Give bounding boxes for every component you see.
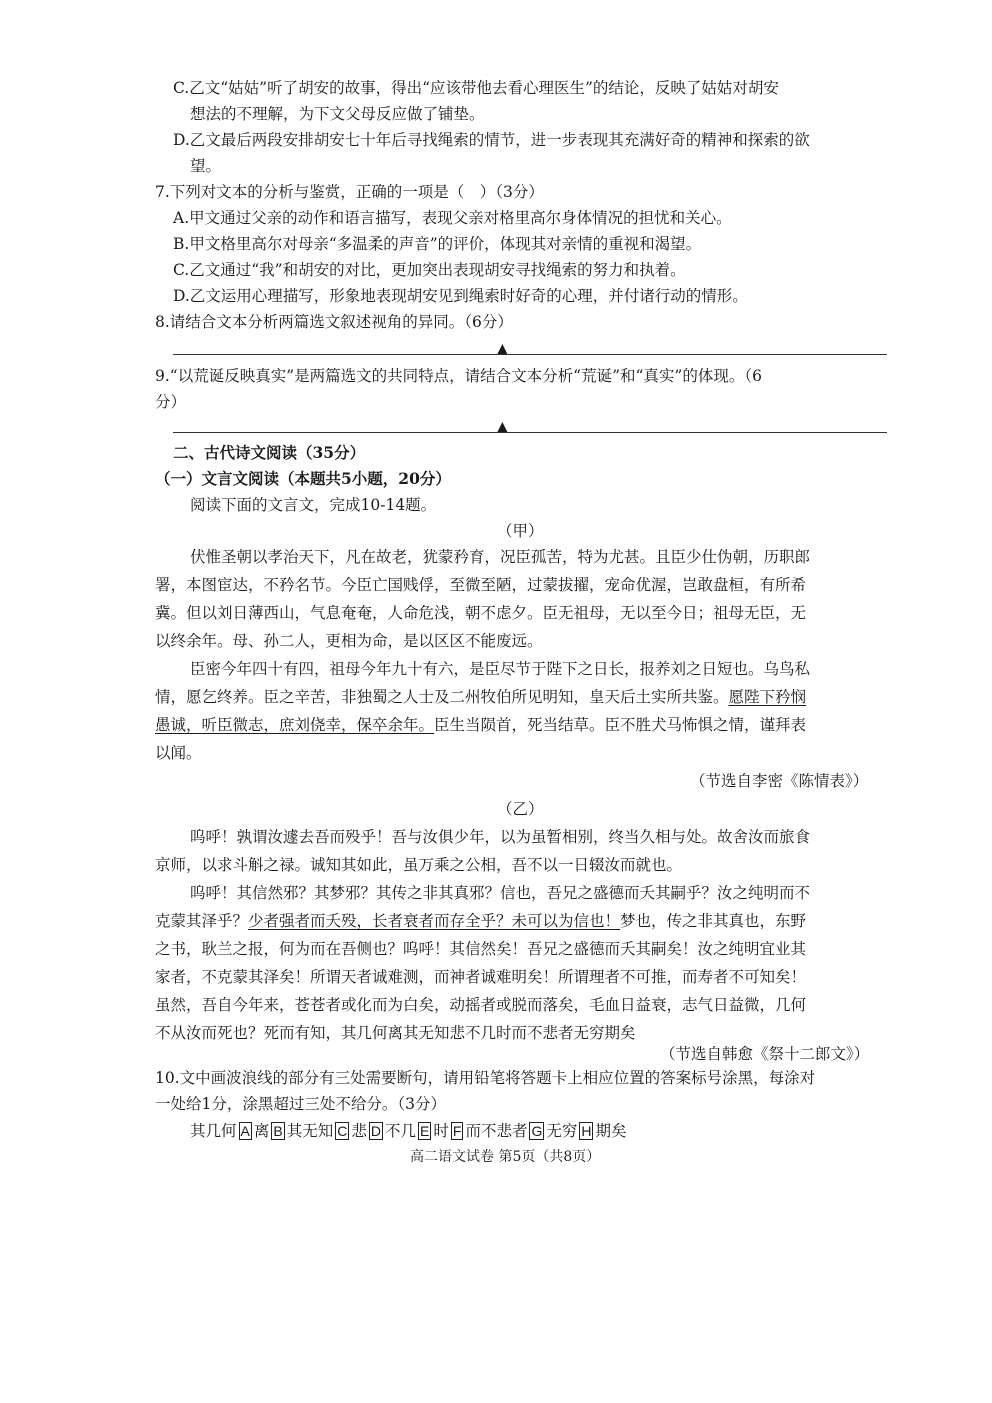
q10-segmentation-row: [190, 1121, 627, 1141]
underlined-sentence: 少者强者而夭殁，长者衰者而存全乎？未可以为信也！: [248, 912, 621, 930]
q10-stem-line1: 10.文中画波浪线的部分有三处需要断句，请用铅笔将答题卡上相应位置的答案标号涂黑，每涂对: [155, 1069, 816, 1087]
q9-stem-line2: 分）: [155, 393, 187, 411]
passage-source: （节选自韩愈《祭十二郎文》）: [660, 1045, 870, 1063]
answer-box-d[interactable]: D: [370, 1123, 381, 1139]
answer-box-f[interactable]: F: [452, 1123, 462, 1139]
passage-source: （节选自李密《陈情表》）: [690, 772, 869, 790]
segment-text: 不几: [385, 1122, 417, 1140]
passage-line: [155, 687, 806, 707]
answer-box-e[interactable]: E: [420, 1123, 430, 1139]
segment-text: 时: [433, 1122, 449, 1140]
segment-text: 期矣: [595, 1122, 627, 1140]
passage-jia-label: （甲）: [497, 522, 544, 540]
passage-line: 署，本图宦达，不矜名节。今臣亡国贱俘，至微至陋，过蒙拔擢，宠命优渥，岂敢盘桓，有所希: [155, 576, 807, 594]
answer-box-h[interactable]: H: [581, 1123, 592, 1139]
passage-line: 以闻。: [155, 744, 202, 762]
answer-line: [173, 354, 887, 355]
passage-line: 之书，耿兰之报，何为而在吾侧也？呜呼！其信然矣！吾兄之盛德而夭其嗣矣！汝之纯明宜业其: [155, 940, 807, 958]
answer-triangle-mark: ▲: [497, 341, 508, 357]
reading-instruction: 阅读下面的文言文，完成10-14题。: [190, 496, 437, 514]
segment-text: 其无知: [286, 1122, 334, 1140]
passage-text: 梦也，传之非其真也，东野: [620, 912, 807, 930]
segment-text: 悲: [351, 1122, 367, 1140]
q10-stem-line2: 一处给1分，涂黑超过三处不给分。（3分）: [155, 1095, 446, 1113]
passage-text: 克蒙其泽乎？: [155, 912, 249, 930]
q7-option-b: B.甲文格里高尔对母亲“多温柔的声音”的评价，体现其对亲情的重视和渴望。: [173, 235, 702, 253]
answer-line: [173, 432, 887, 433]
passage-line: 呜呼！其信然邪？其梦邪？其传之非其真邪？信也，吾兄之盛德而夭其嗣乎？汝之纯明而不: [190, 884, 811, 902]
q7-option-c: C.乙文通过“我”和胡安的对比，更加突出表现胡安寻找绳索的努力和执着。: [173, 261, 686, 279]
q6-option-c-line1: C.乙文“姑姑”听了胡安的故事，得出“应该带他去看心理医生”的结论，反映了姑姑对胡安: [173, 79, 779, 97]
segment-text: 其几何: [190, 1122, 237, 1140]
passage-line: 伏惟圣朝以孝治天下，凡在故老，犹蒙矜育，况臣孤苦，特为尤甚。且臣少仕伪朝，历职郎: [190, 548, 811, 566]
underlined-sentence: 愿陛下矜悯: [728, 688, 807, 706]
passage-line: 以终余年。母、孙二人，更相为命，是以区区不能废远。: [155, 632, 543, 650]
page-footer: 高二语文试卷 第5页（共8页）: [410, 1149, 601, 1165]
answer-box-g[interactable]: G: [531, 1123, 543, 1139]
passage-line: [155, 911, 806, 931]
passage-line: 虽然，吾自今年来，苍苍者或化而为白矣，动摇者或脱而落矣，毛血日益衰，志气日益微，几何: [155, 996, 807, 1014]
q7-option-a: A.甲文通过父亲的动作和语言描写，表现父亲对格里高尔身体情况的担忧和关心。: [173, 209, 732, 227]
passage-line: 家者，不克蒙其泽矣！所谓天者诚难测，而神者诚难明矣！所谓理者不可推，而寿者不可知矣！: [155, 968, 807, 986]
answer-box-b[interactable]: B: [273, 1123, 283, 1139]
q9-stem-line1: 9.“以荒诞反映真实”是两篇选文的共同特点，请结合文本分析“荒诞”和“真实”的体现。（6: [155, 367, 762, 385]
passage-yi-label: （乙）: [497, 800, 544, 818]
segment-text: 无穷: [546, 1122, 578, 1140]
q6-option-d-line2: 望。: [190, 157, 222, 175]
passage-line: [155, 715, 806, 735]
segment-text: 而不悲者: [465, 1122, 528, 1140]
section-title: 二、古代诗文阅读（35分）: [173, 443, 366, 462]
passage-line: 臣密今年四十有四，祖母今年九十有六，是臣尽节于陛下之日长，报养刘之日短也。乌鸟私: [190, 660, 811, 678]
subsection-title: （一）文言文阅读（本题共5小题，20分）: [155, 469, 451, 488]
answer-triangle-mark: ▲: [497, 419, 508, 435]
underlined-sentence: 愚诚，听臣微志，庶刘侥幸，保卒余年。: [155, 716, 435, 734]
q6-option-d-line1: D.乙文最后两段安排胡安七十年后寻找绳索的情节，进一步表现其充满好奇的精神和探索的欲: [173, 131, 810, 149]
passage-text: 情，愿乞终养。臣之辛苦，非独蜀之人士及二州牧伯所见明知，皇天后土实所共鉴。: [155, 688, 729, 706]
answer-box-a[interactable]: A: [240, 1123, 250, 1139]
segment-text: 离: [253, 1122, 270, 1140]
q8-stem: 8.请结合文本分析两篇选文叙述视角的异同。（6分）: [155, 313, 513, 331]
passage-text: 臣生当陨首，死当结草。臣不胜犬马怖惧之情，谨拜表: [434, 716, 807, 734]
passage-line: 京师，以求斗斛之禄。诚知其如此，虽万乘之公相，吾不以一日辍汝而就也。: [155, 856, 683, 874]
answer-box-c[interactable]: C: [337, 1123, 348, 1139]
passage-line: 呜呼！孰谓汝遽去吾而殁乎！吾与汝俱少年，以为虽暂相别，终当久相与处。故舍汝而旅食: [190, 828, 811, 846]
q6-option-c-line2: 想法的不理解，为下文父母反应做了铺垫。: [190, 105, 485, 123]
q7-option-d: D.乙文运用心理描写，形象地表现胡安见到绳索时好奇的心理，并付诸行动的情形。: [173, 287, 748, 305]
passage-line: 不从汝而死也？死而有知，其几何离其无知悲不几时而不悲者无穷期矣: [155, 1024, 636, 1042]
q7-stem: 7.下列对文本的分析与鉴赏，正确的一项是（ ）（3分）: [155, 183, 544, 201]
passage-line: 冀。但以刘日薄西山，气息奄奄，人命危浅，朝不虑夕。臣无祖母，无以至今日；祖母无臣，无: [155, 604, 807, 622]
